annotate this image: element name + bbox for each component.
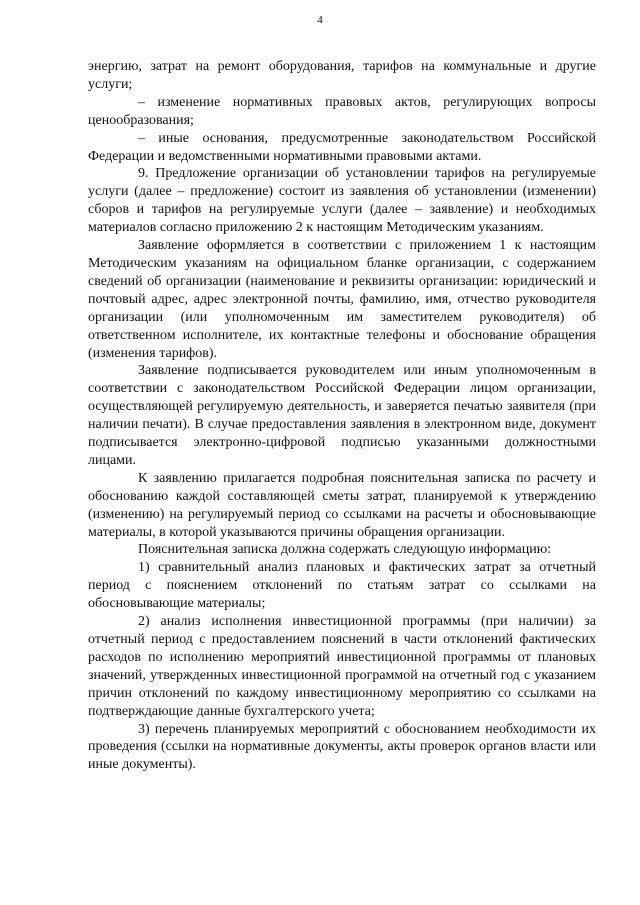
paragraph: ‒ изменение нормативных правовых актов, регулирующих вопросы ценообразования;	[88, 94, 596, 128]
paragraph: 1) сравнительный анализ плановых и фактических затрат за отчетный период с пояснением отклонений по статьям затрат со ссылками на обосновывающие материалы;	[88, 560, 596, 612]
paragraph: Заявление подписывается руководителем или иным уполномоченным в соответствии с законодательством Российской Федерации лицом организации, осуществляющей регулируемую деятельность, и заверяется печатью заявителя (при наличии печати). В случае предоставления заявления в электронном виде, документ подписывается электронно-цифровой подписью указанными должностными лицами.	[88, 363, 596, 468]
paragraph: 9. Предложение организации об установлении тарифов на регулируемые услуги (далее ‒ предложение) состоит из заявления об установлении (изменении) сборов и тарифов на регулируемые услуги (далее ‒ заявление) и необходимых материалов согласно приложению 2 к настоящим Методическим указаниям.	[88, 166, 596, 236]
body-text	[88, 58, 596, 774]
paragraph: ‒ иные основания, предусмотренные законодательством Российской Федерации и ведомственными нормативными правовыми актами.	[88, 130, 596, 164]
paragraph: 2) анализ исполнения инвестиционной программы (при наличии) за отчетный период с предоставлением пояснений в части отклонений фактических расходов по исполнению мероприятий инвестиционной программы от плановых значений, утвержденных инвестиционной программой на отчетный год с указанием причин отклонений по каждому инвестиционному мероприятию со ссылками на подтверждающие данные бухгалтерского учета;	[88, 614, 596, 719]
paragraph: 3) перечень планируемых мероприятий с обоснованием необходимости их проведения (ссылки на нормативные документы, акты проверок органов власти или иные документы).	[88, 721, 596, 773]
paragraph: Пояснительная записка должна содержать следующую информацию:	[138, 542, 552, 558]
paragraph: энергию, затрат на ремонт оборудования, тарифов на коммунальные и другие услуги;	[88, 59, 596, 92]
paragraph: Заявление оформляется в соответствии с приложением 1 к настоящим Методическим указаниям на официальном бланке организации, с содержанием сведений об организации (наименование и реквизиты организации: юридический и почтовый адрес, адрес электронной почты, фамилию, имя, отчество руководителя организации (или уполномоченным им заместителем руководителя) об ответственном исполнителе, их контактные телефоны и обоснование обращения (изменения тарифов).	[88, 238, 596, 361]
paragraph: К заявлению прилагается подробная пояснительная записка по расчету и обоснованию каждой составляющей сметы затрат, планируемой к утверждению (изменению) на регулируемый период со ссылками на расчеты и обосновывающие материалы, в которой указываются причины обращения организации.	[88, 470, 596, 540]
page-number: 4	[317, 14, 323, 26]
